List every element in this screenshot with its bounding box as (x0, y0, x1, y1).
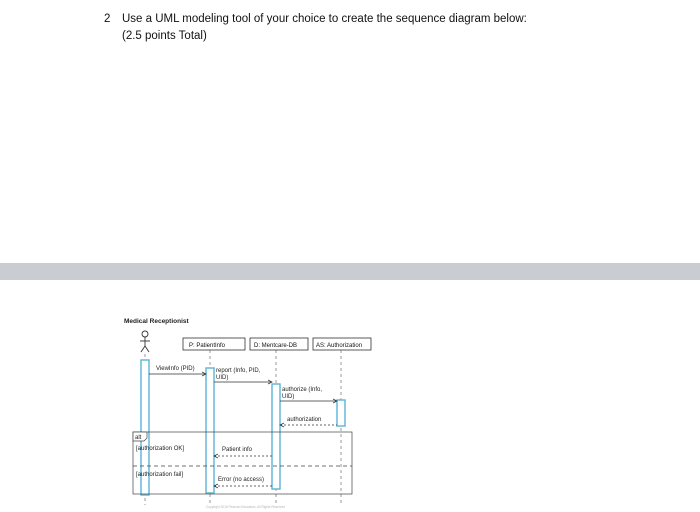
actor-label: Medical Receptionist (124, 318, 189, 325)
alt-operator-label: alt (135, 435, 142, 441)
page-divider (0, 263, 700, 280)
message-authorize-line2: UID) (282, 394, 295, 400)
sequence-diagram-svg (0, 280, 700, 512)
diagram-footer: Copyright 2016 Pearson Education, All Rights Reserved (206, 505, 286, 509)
message-error: Error (no access) (218, 477, 265, 483)
object-label-patientinfo: P: PatientInfo (189, 343, 226, 349)
question-number: 2 (104, 13, 111, 25)
object-label-mentcare-db: D: Mentcare-DB (254, 343, 298, 349)
alt-guard-ok: [authorization OK] (136, 446, 185, 452)
message-report-line2: UID) (216, 375, 229, 381)
question-points: (2.5 points Total) (122, 30, 207, 42)
message-authorization: authorization (287, 417, 322, 423)
message-viewinfo: ViewInfo (PID) (156, 366, 195, 372)
question-text: Use a UML modeling tool of your choice to create the sequence diagram below: (122, 13, 527, 25)
object-label-authorization: AS: Authorization (316, 343, 363, 349)
actor-icon (140, 331, 150, 352)
message-report-line1: report (Info, PID, (216, 368, 261, 374)
message-patient-info: Patient info (222, 447, 253, 453)
alt-fragment-frame (133, 432, 352, 494)
alt-guard-fail: [authorization fail] (136, 472, 184, 478)
message-authorize-line1: authorize (Info, (282, 387, 323, 393)
sequence-diagram-image (0, 280, 700, 512)
